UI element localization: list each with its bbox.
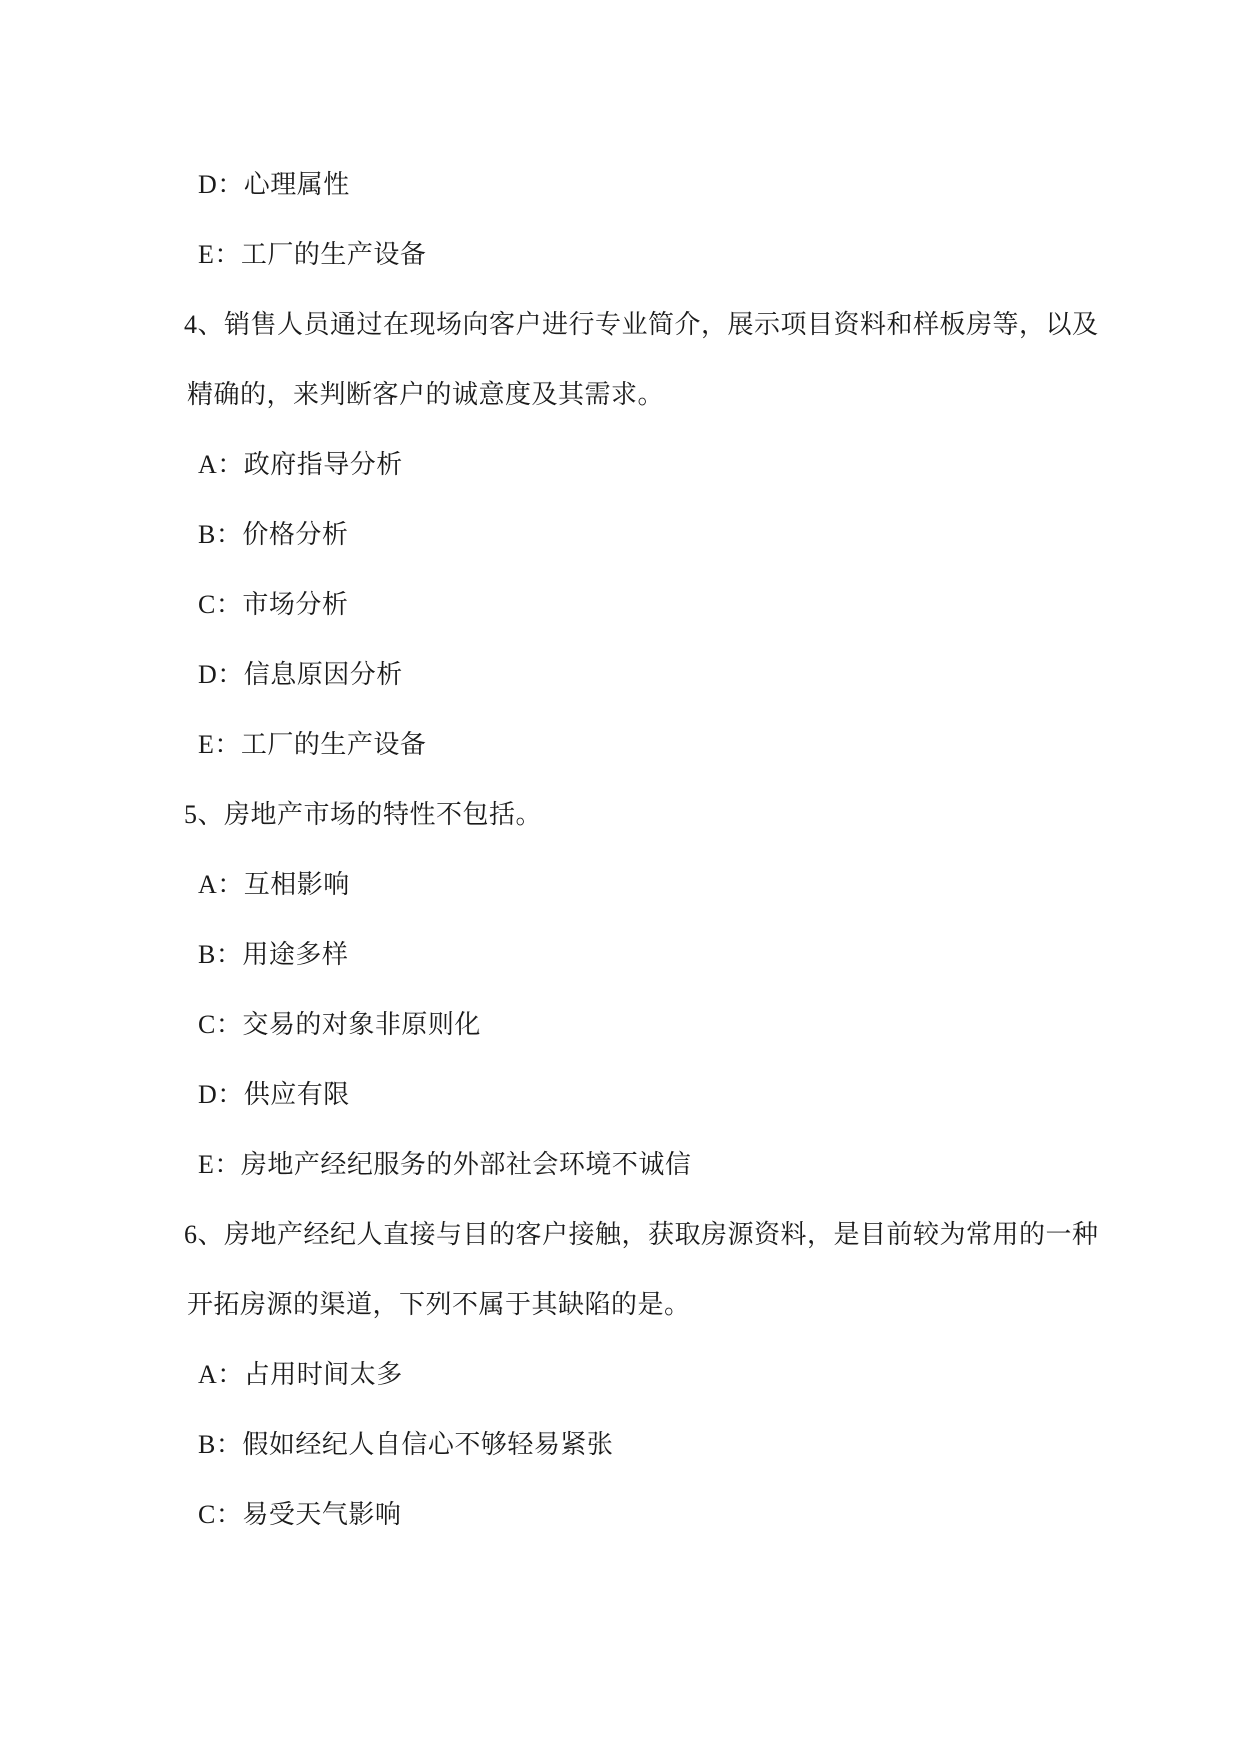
question-6-option-c: C：易受天气影响 bbox=[198, 1500, 402, 1529]
previous-question-option-e: E：工厂的生产设备 bbox=[198, 240, 427, 269]
question-6-stem-line-1: 6、房地产经纪人直接与目的客户接触，获取房源资料，是目前较为常用的一种 bbox=[184, 1220, 1099, 1249]
question-5-option-e: E：房地产经纪服务的外部社会环境不诚信 bbox=[198, 1150, 692, 1179]
question-5-option-c: C：交易的对象非原则化 bbox=[198, 1010, 481, 1039]
question-4-stem-line-1: 4、销售人员通过在现场向客户进行专业简介，展示项目资料和样板房等，以及 bbox=[184, 310, 1099, 339]
question-4-option-b: B：价格分析 bbox=[198, 520, 349, 549]
question-4-option-d: D：信息原因分析 bbox=[198, 660, 403, 689]
question-6-stem-line-2: 开拓房源的渠道，下列不属于其缺陷的是。 bbox=[187, 1290, 691, 1319]
question-5-stem: 5、房地产市场的特性不包括。 bbox=[184, 800, 543, 829]
question-6-option-b: B：假如经纪人自信心不够轻易紧张 bbox=[198, 1430, 614, 1459]
question-6-option-a: A：占用时间太多 bbox=[198, 1360, 403, 1389]
question-5-option-a: A：互相影响 bbox=[198, 870, 350, 899]
previous-question-option-d: D：心理属性 bbox=[198, 170, 350, 199]
question-4-option-c: C：市场分析 bbox=[198, 590, 349, 619]
question-4-stem-line-2: 精确的，来判断客户的诚意度及其需求。 bbox=[187, 380, 665, 409]
exam-question-list bbox=[0, 150, 1240, 1550]
question-5-option-d: D：供应有限 bbox=[198, 1080, 350, 1109]
question-4-option-e: E：工厂的生产设备 bbox=[198, 730, 427, 759]
question-4-option-a: A：政府指导分析 bbox=[198, 450, 403, 479]
question-5-option-b: B：用途多样 bbox=[198, 940, 349, 969]
